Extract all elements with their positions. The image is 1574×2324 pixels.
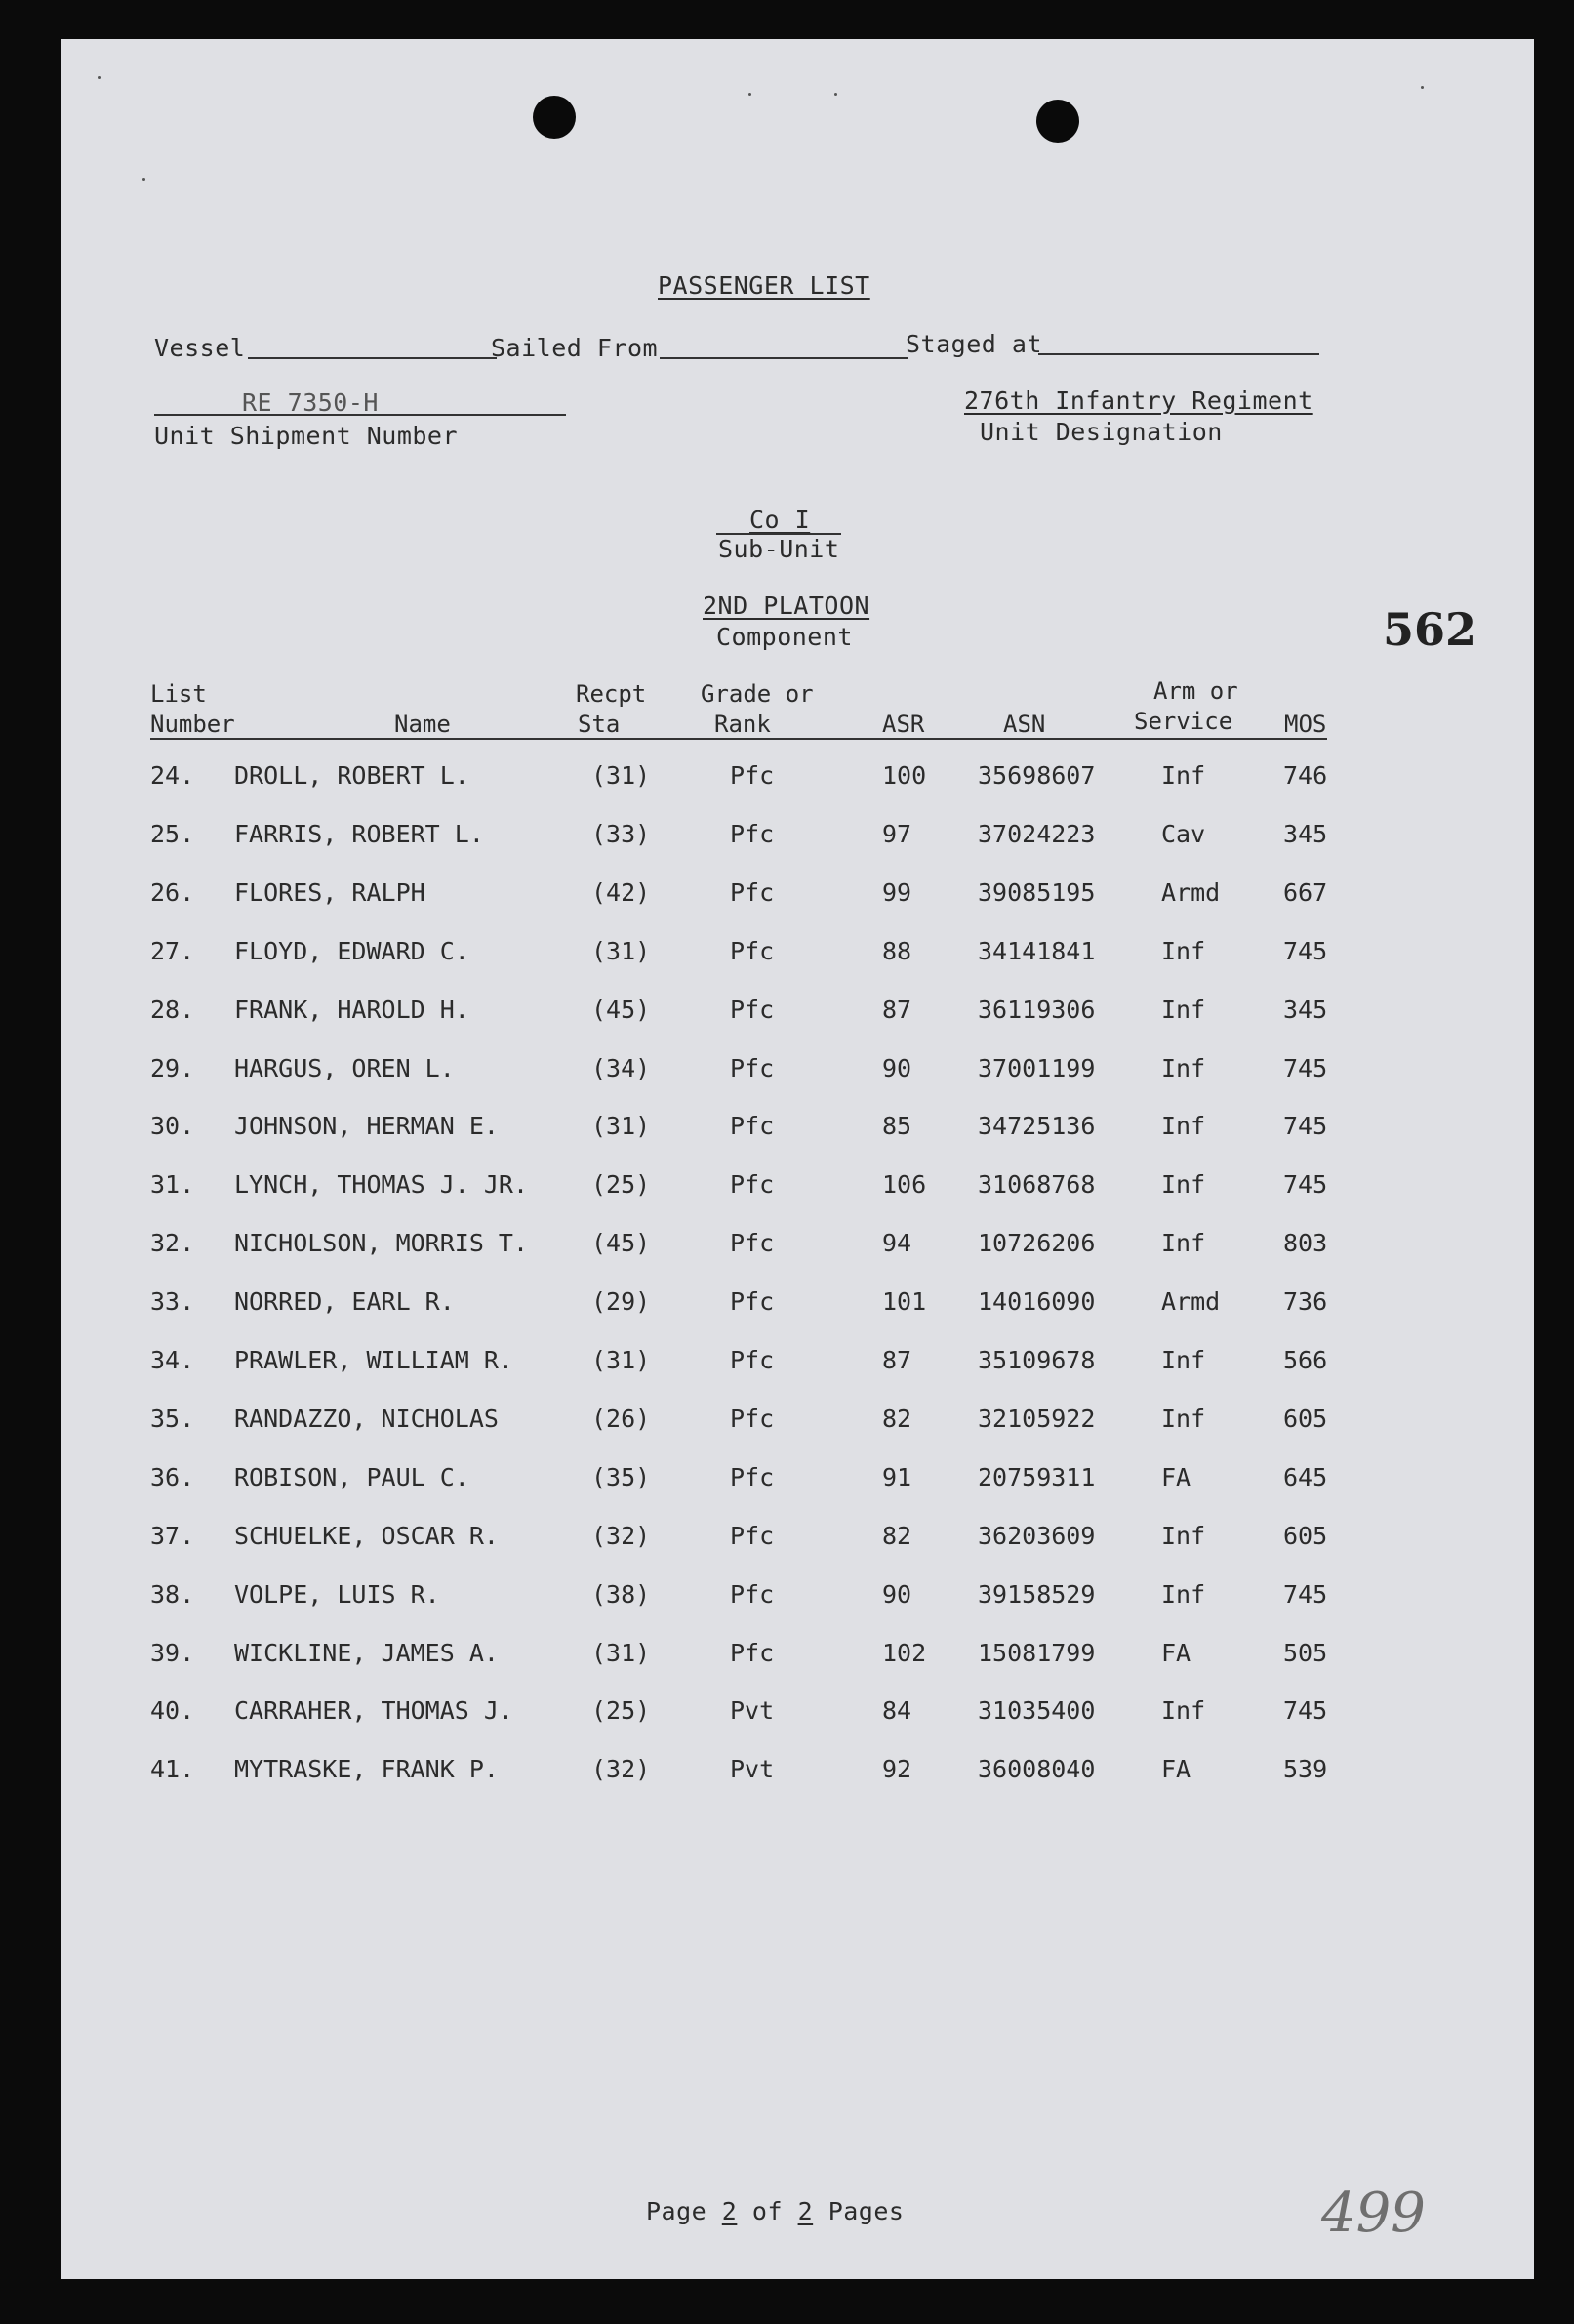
cell-asr: 84 bbox=[882, 1696, 912, 1725]
cell-asr: 99 bbox=[882, 878, 912, 907]
speck bbox=[834, 93, 837, 96]
cell-name: LYNCH, THOMAS J. JR. bbox=[234, 1170, 529, 1199]
cell-rank: Pfc bbox=[730, 1463, 775, 1491]
cell-asr: 106 bbox=[882, 1170, 927, 1199]
table-row bbox=[61, 761, 1534, 800]
staged-at-blank bbox=[1038, 353, 1319, 355]
cell-rank: Pfc bbox=[730, 1170, 775, 1199]
cell-mos: 605 bbox=[1283, 1405, 1328, 1433]
table-row bbox=[61, 937, 1534, 976]
cell-num: 29. bbox=[150, 1054, 195, 1082]
cell-sta: (42) bbox=[591, 878, 651, 907]
cell-rank: Pfc bbox=[730, 937, 775, 965]
speck bbox=[748, 93, 751, 96]
cell-mos: 566 bbox=[1283, 1346, 1328, 1374]
cell-name: DROLL, ROBERT L. bbox=[234, 761, 469, 790]
page-footer: Page 2 of 2 Pages bbox=[646, 2197, 905, 2225]
cell-asn: 34725136 bbox=[978, 1112, 1096, 1140]
component: 2ND PLATOON bbox=[703, 591, 870, 620]
table-row bbox=[61, 1522, 1534, 1561]
cell-name: FLOYD, EDWARD C. bbox=[234, 937, 469, 965]
cell-sta: (35) bbox=[591, 1463, 651, 1491]
cell-arm: FA bbox=[1161, 1755, 1191, 1783]
cell-arm: Inf bbox=[1161, 1054, 1206, 1082]
component-label: Component bbox=[716, 623, 853, 651]
cell-asr: 88 bbox=[882, 937, 912, 965]
cell-rank: Pfc bbox=[730, 1346, 775, 1374]
cell-sta: (31) bbox=[591, 761, 651, 790]
cell-sta: (31) bbox=[591, 1639, 651, 1667]
table-row bbox=[61, 1405, 1534, 1444]
speck bbox=[142, 178, 145, 181]
unit-shipment-number-label: Unit Shipment Number bbox=[154, 422, 459, 450]
cell-asn: 36008040 bbox=[978, 1755, 1096, 1783]
cell-asn: 31068768 bbox=[978, 1170, 1096, 1199]
cell-num: 34. bbox=[150, 1346, 195, 1374]
cell-rank: Pvt bbox=[730, 1696, 775, 1725]
header-mos: MOS bbox=[1284, 711, 1327, 738]
cell-num: 39. bbox=[150, 1639, 195, 1667]
cell-num: 26. bbox=[150, 878, 195, 907]
table-row bbox=[61, 1463, 1534, 1502]
document-title: PASSENGER LIST bbox=[658, 271, 870, 300]
staged-at-label: Staged at bbox=[906, 330, 1042, 358]
header-arm-service: Arm or Service bbox=[1134, 677, 1238, 735]
cell-name: NORRED, EARL R. bbox=[234, 1287, 455, 1316]
table-row bbox=[61, 1696, 1534, 1735]
cell-num: 32. bbox=[150, 1229, 195, 1257]
cell-num: 27. bbox=[150, 937, 195, 965]
cell-asr: 92 bbox=[882, 1755, 912, 1783]
cell-num: 40. bbox=[150, 1696, 195, 1725]
cell-rank: Pfc bbox=[730, 1639, 775, 1667]
cell-asn: 39085195 bbox=[978, 878, 1096, 907]
cell-mos: 745 bbox=[1283, 1580, 1328, 1609]
cell-num: 37. bbox=[150, 1522, 195, 1550]
cell-asr: 97 bbox=[882, 820, 912, 848]
cell-name: FARRIS, ROBERT L. bbox=[234, 820, 484, 848]
cell-rank: Pfc bbox=[730, 1054, 775, 1082]
cell-mos: 745 bbox=[1283, 1054, 1328, 1082]
header-list-number: List Number bbox=[150, 680, 235, 738]
unit-shipment-number: RE 7350-H bbox=[242, 388, 379, 417]
cell-name: HARGUS, OREN L. bbox=[234, 1054, 455, 1082]
cell-sta: (26) bbox=[591, 1405, 651, 1433]
cell-rank: Pfc bbox=[730, 1580, 775, 1609]
header-name: Name bbox=[394, 711, 451, 738]
cell-sta: (29) bbox=[591, 1287, 651, 1316]
header-rule bbox=[150, 738, 1327, 740]
cell-mos: 667 bbox=[1283, 878, 1328, 907]
cell-sta: (45) bbox=[591, 1229, 651, 1257]
cell-rank: Pfc bbox=[730, 878, 775, 907]
cell-asn: 20759311 bbox=[978, 1463, 1096, 1491]
cell-asr: 90 bbox=[882, 1580, 912, 1609]
header-grade-rank: Grade or Rank bbox=[701, 680, 814, 738]
cell-asr: 85 bbox=[882, 1112, 912, 1140]
cell-rank: Pfc bbox=[730, 1112, 775, 1140]
cell-num: 25. bbox=[150, 820, 195, 848]
cell-rank: Pfc bbox=[730, 1229, 775, 1257]
cell-sta: (31) bbox=[591, 1346, 651, 1374]
stamp-number: 562 bbox=[1383, 603, 1477, 656]
table-row bbox=[61, 1112, 1534, 1151]
cell-name: WICKLINE, JAMES A. bbox=[234, 1639, 499, 1667]
table-row bbox=[61, 820, 1534, 859]
cell-name: MYTRASKE, FRANK P. bbox=[234, 1755, 499, 1783]
cell-asr: 102 bbox=[882, 1639, 927, 1667]
cell-arm: Inf bbox=[1161, 1405, 1206, 1433]
cell-asn: 37024223 bbox=[978, 820, 1096, 848]
cell-arm: Inf bbox=[1161, 1696, 1206, 1725]
cell-name: SCHUELKE, OSCAR R. bbox=[234, 1522, 499, 1550]
cell-sta: (31) bbox=[591, 937, 651, 965]
cell-num: 24. bbox=[150, 761, 195, 790]
cell-mos: 745 bbox=[1283, 1170, 1328, 1199]
cell-rank: Pfc bbox=[730, 820, 775, 848]
cell-asr: 101 bbox=[882, 1287, 927, 1316]
cell-name: JOHNSON, HERMAN E. bbox=[234, 1112, 499, 1140]
cell-arm: FA bbox=[1161, 1639, 1191, 1667]
cell-num: 38. bbox=[150, 1580, 195, 1609]
cell-name: NICHOLSON, MORRIS T. bbox=[234, 1229, 529, 1257]
cell-name: CARRAHER, THOMAS J. bbox=[234, 1696, 513, 1725]
cell-sta: (34) bbox=[591, 1054, 651, 1082]
cell-arm: Inf bbox=[1161, 1170, 1206, 1199]
cell-num: 36. bbox=[150, 1463, 195, 1491]
sub-unit-label: Sub-Unit bbox=[718, 535, 840, 563]
table-row bbox=[61, 1229, 1534, 1268]
cell-asn: 37001199 bbox=[978, 1054, 1096, 1082]
unit-designation: 276th Infantry Regiment bbox=[964, 387, 1313, 415]
table-row bbox=[61, 1346, 1534, 1385]
cell-rank: Pfc bbox=[730, 996, 775, 1024]
speck bbox=[98, 76, 101, 79]
cell-sta: (45) bbox=[591, 996, 651, 1024]
table-row bbox=[61, 1170, 1534, 1209]
cell-name: FRANK, HAROLD H. bbox=[234, 996, 469, 1024]
cell-name: ROBISON, PAUL C. bbox=[234, 1463, 469, 1491]
table-row bbox=[61, 1755, 1534, 1794]
cell-num: 35. bbox=[150, 1405, 195, 1433]
cell-asr: 87 bbox=[882, 996, 912, 1024]
table-row bbox=[61, 996, 1534, 1035]
cell-arm: Armd bbox=[1161, 878, 1221, 907]
cell-arm: Armd bbox=[1161, 1287, 1221, 1316]
document-page bbox=[61, 39, 1534, 2279]
cell-arm: Inf bbox=[1161, 937, 1206, 965]
cell-arm: Cav bbox=[1161, 820, 1206, 848]
cell-mos: 803 bbox=[1283, 1229, 1328, 1257]
cell-rank: Pfc bbox=[730, 1522, 775, 1550]
cell-arm: Inf bbox=[1161, 996, 1206, 1024]
cell-asr: 100 bbox=[882, 761, 927, 790]
cell-mos: 745 bbox=[1283, 1696, 1328, 1725]
table-row bbox=[61, 1287, 1534, 1326]
cell-mos: 745 bbox=[1283, 1112, 1328, 1140]
cell-rank: Pfc bbox=[730, 1287, 775, 1316]
cell-name: PRAWLER, WILLIAM R. bbox=[234, 1346, 513, 1374]
cell-asn: 34141841 bbox=[978, 937, 1096, 965]
cell-sta: (25) bbox=[591, 1170, 651, 1199]
cell-asr: 94 bbox=[882, 1229, 912, 1257]
cell-mos: 345 bbox=[1283, 820, 1328, 848]
cell-mos: 539 bbox=[1283, 1755, 1328, 1783]
cell-mos: 745 bbox=[1283, 937, 1328, 965]
cell-name: FLORES, RALPH bbox=[234, 878, 425, 907]
cell-asn: 31035400 bbox=[978, 1696, 1096, 1725]
cell-arm: Inf bbox=[1161, 1112, 1206, 1140]
cell-arm: FA bbox=[1161, 1463, 1191, 1491]
cell-asn: 15081799 bbox=[978, 1639, 1096, 1667]
sailed-from-blank bbox=[660, 357, 908, 359]
table-row bbox=[61, 878, 1534, 917]
vessel-label: Vessel bbox=[154, 334, 246, 362]
cell-name: VOLPE, LUIS R. bbox=[234, 1580, 440, 1609]
cell-sta: (33) bbox=[591, 820, 651, 848]
speck bbox=[1421, 86, 1424, 89]
table-row bbox=[61, 1054, 1534, 1093]
cell-asr: 82 bbox=[882, 1405, 912, 1433]
cell-rank: Pfc bbox=[730, 1405, 775, 1433]
sub-unit: Co I bbox=[749, 506, 811, 534]
cell-sta: (31) bbox=[591, 1112, 651, 1140]
cell-mos: 645 bbox=[1283, 1463, 1328, 1491]
handwritten-number: 499 bbox=[1321, 2181, 1426, 2245]
cell-num: 31. bbox=[150, 1170, 195, 1199]
cell-asn: 14016090 bbox=[978, 1287, 1096, 1316]
cell-num: 41. bbox=[150, 1755, 195, 1783]
punch-hole-left bbox=[533, 96, 576, 139]
cell-asn: 10726206 bbox=[978, 1229, 1096, 1257]
cell-rank: Pvt bbox=[730, 1755, 775, 1783]
cell-sta: (38) bbox=[591, 1580, 651, 1609]
cell-sta: (32) bbox=[591, 1522, 651, 1550]
cell-rank: Pfc bbox=[730, 761, 775, 790]
cell-asn: 39158529 bbox=[978, 1580, 1096, 1609]
cell-arm: Inf bbox=[1161, 1229, 1206, 1257]
cell-asr: 91 bbox=[882, 1463, 912, 1491]
cell-mos: 605 bbox=[1283, 1522, 1328, 1550]
cell-asr: 87 bbox=[882, 1346, 912, 1374]
cell-arm: Inf bbox=[1161, 761, 1206, 790]
header-asr: ASR bbox=[882, 711, 925, 738]
punch-hole-right bbox=[1036, 100, 1079, 143]
cell-asr: 90 bbox=[882, 1054, 912, 1082]
cell-mos: 746 bbox=[1283, 761, 1328, 790]
unit-designation-label: Unit Designation bbox=[980, 418, 1223, 446]
cell-arm: Inf bbox=[1161, 1346, 1206, 1374]
vessel-blank bbox=[248, 357, 497, 359]
cell-mos: 736 bbox=[1283, 1287, 1328, 1316]
table-row bbox=[61, 1639, 1534, 1678]
cell-mos: 505 bbox=[1283, 1639, 1328, 1667]
cell-arm: Inf bbox=[1161, 1580, 1206, 1609]
header-asn: ASN bbox=[1003, 711, 1046, 738]
cell-asn: 35109678 bbox=[978, 1346, 1096, 1374]
table-row bbox=[61, 1580, 1534, 1619]
cell-asn: 35698607 bbox=[978, 761, 1096, 790]
cell-asr: 82 bbox=[882, 1522, 912, 1550]
sailed-from-label: Sailed From bbox=[491, 334, 659, 362]
cell-arm: Inf bbox=[1161, 1522, 1206, 1550]
cell-name: RANDAZZO, NICHOLAS bbox=[234, 1405, 499, 1433]
cell-num: 30. bbox=[150, 1112, 195, 1140]
cell-mos: 345 bbox=[1283, 996, 1328, 1024]
cell-asn: 36203609 bbox=[978, 1522, 1096, 1550]
cell-num: 33. bbox=[150, 1287, 195, 1316]
cell-num: 28. bbox=[150, 996, 195, 1024]
cell-sta: (25) bbox=[591, 1696, 651, 1725]
cell-asn: 36119306 bbox=[978, 996, 1096, 1024]
header-recpt-sta: Recpt Sta bbox=[576, 680, 647, 738]
cell-sta: (32) bbox=[591, 1755, 651, 1783]
cell-asn: 32105922 bbox=[978, 1405, 1096, 1433]
